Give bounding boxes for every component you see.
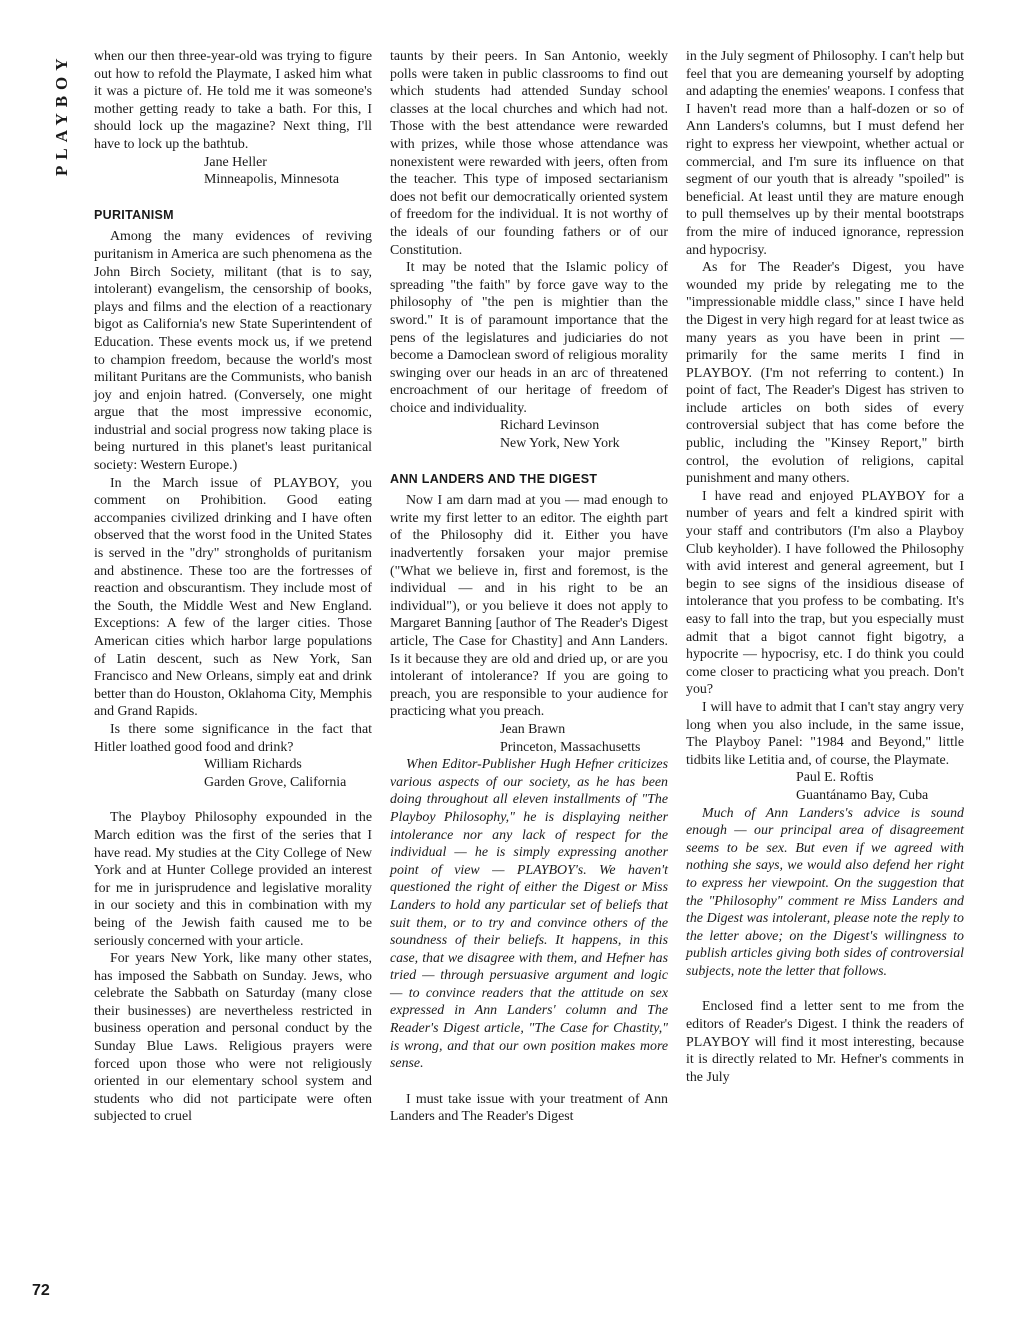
signature-name: Jean Brawn [500, 721, 566, 737]
signature-name: William Richards [204, 757, 302, 773]
page-number: 72 [32, 1282, 50, 1299]
editor-reply: Much of Ann Landers's advice is sound enough — our principal area of disagreement seems to be sex. But even if we agreed with nothing she says, we would also defend her right to express her viewpoint. On the suggestion that the "Philosophy" comment re Miss Landers and the Digest was intolerant, please note the reply to the letter above; on the Digest's willingness to publish articles giving both sides of controversial subjects, note the letter that follows. [686, 805, 964, 979]
letter-text: The Playboy Philosophy expounded in the March edition was the first of the series that I have read. My studies at the City College of New York and at Hunter College provided an interest for me in jurisprudence and legislative morality in our society and this in combination with my being of the Jewish faith caused me to be seriously concerned with your article. [94, 810, 372, 949]
signature-name: Richard Levinson [500, 418, 600, 434]
column-3 [686, 48, 964, 1086]
letter-text: Is there some significance in the fact that Hitler loathed good food and drink? [94, 721, 372, 755]
letter-text: Among the many evidences of reviving puritanism in America are such phenomena as the John Birch Society, militant (that is to say, intolerant) evangelism, the censorship of books, plays and films and the election of a reactionary bigot as California's new State Superintendent of Education. These events mock us, if we pretend to champion freedom, because the world's most militant Puritans are the Communists, who banish joy and enjoin hatred. (Conversely, one might argue that the most impressive economic, industrial and social progress now taking place is being nurtured in this planet's least puritanical society: Western Europe.) [94, 229, 372, 474]
letter-text: in the July segment of Philosophy. I can't help but feel that you are demeaning yourself by adopting and adapting the enemies' weapons. I confess that I haven't read more than a half-dozen or so of Ann Landers's columns, but I must defend her right to express her viewpoint, whether actual or commercial, and I'm sure its influence on that segment of our youth that is already "spoiled" is beneficial. At least until they are mature enough to pull themselves up by their mental bootstraps from the mire of induced ignorance, repression and hypocrisy. [686, 49, 964, 258]
column-1 [94, 48, 372, 1126]
letter-text: Now I am darn mad at you — mad enough to write my first letter to an editor. The eighth part of the Philosophy did it. Either you have inadvertently forsaken your major premise ("What we believe in, first and foremost, is the individual — and in his right to be an individual"), or you believe it does not apply to Margaret Banning [author of The Reader's Digest article, The Case for Chastity] and Ann Landers. Is it because they are old and dried up, or are you intolerant of intolerance? If you are going to preach, you are responsible to your audience for practicing what you preach. [390, 493, 668, 720]
letter-text: I must take issue with your treatment of Ann Landers and The Reader's Digest [390, 1091, 668, 1125]
signature [390, 721, 668, 756]
signature [390, 417, 668, 452]
signature [686, 769, 964, 804]
signature [94, 756, 372, 791]
signature-name: Paul E. Roftis [796, 770, 874, 786]
letter-text: In the March issue of PLAYBOY, you comment on Prohibition. Good eating accompanies civilized drinking and I have often observed that the worst food in the United States is served in the "dry" strongholds of puritanism and abstinence. These too are the fortresses of reaction and obscurantism. They include most of the South, the Middle West and New England. Exceptions: A few of the larger cities. Those American cities which harbor large populations of Latin descent, such as New York, San Francisco and New Orleans, simply eat and drink better than do Houston, Oklahoma City, Memphis and Grand Rapids. [94, 475, 372, 720]
signature-place: New York, New York [500, 436, 620, 452]
column-2 [390, 48, 668, 1126]
signature [94, 154, 372, 189]
magazine-title: PLAYBOY [52, 52, 71, 176]
editor-reply: When Editor-Publisher Hugh Hefner criticizes various aspects of our society, as he has been doing throughout all eleven installments of "The Playboy Philosophy," he is displaying neither intolerance nor any lack of respect for the individual — he is simply expressing another point of view — PLAYBOY's. We haven't questioned the right of either the Digest or Miss Landers to hold any particular set of beliefs that suit them, or to try and convince others of the soundness of their beliefs. It happens, in this case, that we disagree with them, and Hefner has tried — through persuasive argument and logic — to convince readers that the attitude on sex expressed in Ann Landers' column and The Reader's Digest article, "The Case for Chastity," is wrong, and that our own position makes more sense. [390, 757, 668, 1072]
section-heading: PURITANISM [94, 207, 174, 222]
signature-place: Princeton, Massachusetts [500, 739, 641, 755]
letter-text: taunts by their peers. In San Antonio, weekly polls were taken in public classrooms to find out which students had attended Sunday school classes at the local churches and which had not. Those with the best attendance were rewarded with prizes, while those whose attendance was nonexistent were rewarded with jeers, often from the teacher. This type of imposed sectarianism does not befit our democratically oriented system of freedom for the individual. It is not worthy of the ideals of our founding fathers or of our Constitution. [390, 49, 668, 258]
section-heading: ANN LANDERS AND THE DIGEST [390, 471, 598, 486]
letter-text: I have read and enjoyed PLAYBOY for a number of years and felt a kindred spirit with your staff and contributors (I'm also a Playboy Club keyholder). I have followed the Philosophy with avid interest and general agreement, but I begin to see signs of the insidious disease of intolerance that you profess to be combating. It's easy to fall into the trap, but you especially must admit that a bigot cannot fight bigotry, a hypocrite — hypocrisy, etc. I do think you could come closer to practicing what you preach. Don't you? [686, 488, 964, 698]
letter-text: I will have to admit that I can't stay angry very long when you also include, in the same issue, The Playboy Panel: "1984 and Beyond," little tidbits like Letitia and, of course, the Playmate. [686, 699, 964, 768]
signature-place: Minneapolis, Minnesota [204, 172, 340, 188]
letter-text: Enclosed find a letter sent to me from the editors of Reader's Digest. I think the readers of PLAYBOY will find it most interesting, because it is directly related to Mr. Hefner's comments in the July [686, 999, 964, 1085]
signature-place: Garden Grove, California [204, 774, 347, 790]
letter-text: when our then three-year-old was trying to figure out how to refold the Playmate, I asked him what it was a picture of. He told me it was someone's mother getting ready to take a bath. For this, I should lock up the magazine? Next thing, I'll have to lock up the bathtub. [94, 49, 372, 152]
letter-text: It may be noted that the Islamic policy of spreading "the faith" by force gave way to the philosophy of "the pen is mightier than the sword." It is of paramount importance that the pens of the legislatures and judiciaries do not become a Damoclean sword of religious morality swinging over our heads in an arc of threatened encroachment of our heritage of freedom of choice and individuality. [390, 260, 668, 416]
signature-name: Jane Heller [204, 154, 267, 170]
letter-text: As for The Reader's Digest, you have wounded my pride by relegating me to the "impressionable middle class," since I have held the Digest in very high regard for at least twice as many years as you have been in print — primarily for the same merits I find in PLAYBOY. (I'm not referring to content.) In point of fact, The Reader's Digest has striven to include articles on both sides of every controversial subject that has come before the public, including the "Kinsey Report," birth control, the evolution of religions, capital punishment and many others. [686, 260, 964, 487]
letter-text: For years New York, like many other states, has imposed the Sabbath on Sunday. Jews, who celebrate the Sabbath on Saturday (many close their businesses) are nevertheless restricted in business operation and personal conduct by the Sunday Blue Laws. Religious prayers were forced upon those who were not religiously oriented in our elementary school system and students who did not participate were often subjected to cruel [94, 951, 372, 1125]
signature-place: Guantánamo Bay, Cuba [796, 787, 929, 803]
